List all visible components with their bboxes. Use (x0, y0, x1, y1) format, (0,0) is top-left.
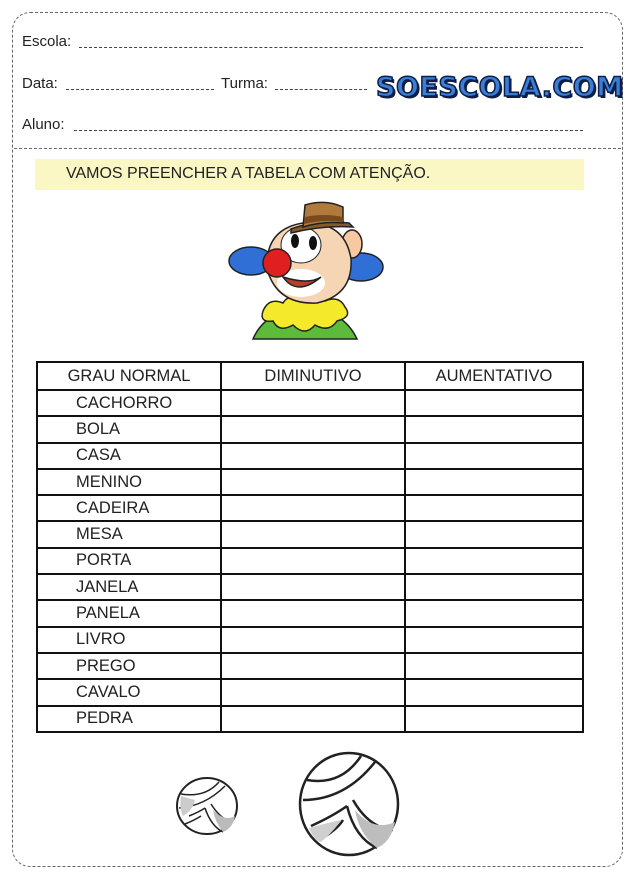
aumentativo-cell[interactable] (405, 443, 583, 469)
volleyball-small-icon (175, 776, 239, 836)
table-row (37, 679, 583, 705)
diminutivo-cell[interactable] (221, 627, 405, 653)
table-row (37, 469, 583, 495)
volleyball-large-icon (297, 750, 401, 858)
word-cell: PEDRA (37, 706, 221, 732)
instruction-banner (35, 159, 584, 190)
escola-input-line[interactable] (79, 47, 583, 48)
diminutivo-cell[interactable] (221, 416, 405, 442)
table-row (37, 548, 583, 574)
aumentativo-cell[interactable] (405, 548, 583, 574)
aumentativo-cell[interactable] (405, 495, 583, 521)
table-row (37, 495, 583, 521)
escola-label: Escola: (22, 33, 72, 50)
header-aumentativo: AUMENTATIVO (405, 362, 583, 390)
table-row (37, 443, 583, 469)
table-row (37, 574, 583, 600)
turma-label: Turma: (221, 75, 268, 92)
diminutivo-cell[interactable] (221, 469, 405, 495)
word-cell: CAVALO (37, 679, 221, 705)
aumentativo-cell[interactable] (405, 706, 583, 732)
diminutivo-cell[interactable] (221, 679, 405, 705)
word-cell: MENINO (37, 469, 221, 495)
table-row (37, 627, 583, 653)
aumentativo-cell[interactable] (405, 390, 583, 416)
word-cell: MESA (37, 521, 221, 547)
aumentativo-cell[interactable] (405, 653, 583, 679)
aumentativo-cell[interactable] (405, 679, 583, 705)
diminutivo-cell[interactable] (221, 706, 405, 732)
word-cell: JANELA (37, 574, 221, 600)
aluno-input-line[interactable] (74, 130, 583, 131)
diminutivo-cell[interactable] (221, 600, 405, 626)
word-cell: PREGO (37, 653, 221, 679)
diminutivo-cell[interactable] (221, 653, 405, 679)
instruction-text: VAMOS PREENCHER A TABELA COM ATENÇÃO. (66, 165, 431, 182)
turma-input-line[interactable] (275, 89, 367, 90)
diminutivo-cell[interactable] (221, 548, 405, 574)
table-row (37, 706, 583, 732)
diminutivo-cell[interactable] (221, 521, 405, 547)
aumentativo-cell[interactable] (405, 600, 583, 626)
soescola-logo: SOESCOLA.COM (376, 72, 624, 103)
grades-table (36, 361, 584, 733)
word-cell: PORTA (37, 548, 221, 574)
clown-illustration (225, 199, 385, 349)
word-cell: CADEIRA (37, 495, 221, 521)
word-cell: PANELA (37, 600, 221, 626)
header-divider (14, 148, 621, 149)
aumentativo-cell[interactable] (405, 416, 583, 442)
table-header-row (37, 362, 583, 390)
table-row (37, 390, 583, 416)
aumentativo-cell[interactable] (405, 521, 583, 547)
aumentativo-cell[interactable] (405, 574, 583, 600)
word-cell: CASA (37, 443, 221, 469)
table-row (37, 600, 583, 626)
table-row (37, 653, 583, 679)
table-row (37, 416, 583, 442)
data-label: Data: (22, 75, 58, 92)
aumentativo-cell[interactable] (405, 469, 583, 495)
word-cell: BOLA (37, 416, 221, 442)
word-cell: LIVRO (37, 627, 221, 653)
aumentativo-cell[interactable] (405, 627, 583, 653)
aluno-label: Aluno: (22, 116, 65, 133)
diminutivo-cell[interactable] (221, 390, 405, 416)
diminutivo-cell[interactable] (221, 574, 405, 600)
table-row (37, 521, 583, 547)
data-input-line[interactable] (66, 89, 214, 90)
header-diminutivo: DIMINUTIVO (221, 362, 405, 390)
header-grau-normal: GRAU NORMAL (37, 362, 221, 390)
word-cell: CACHORRO (37, 390, 221, 416)
diminutivo-cell[interactable] (221, 495, 405, 521)
diminutivo-cell[interactable] (221, 443, 405, 469)
